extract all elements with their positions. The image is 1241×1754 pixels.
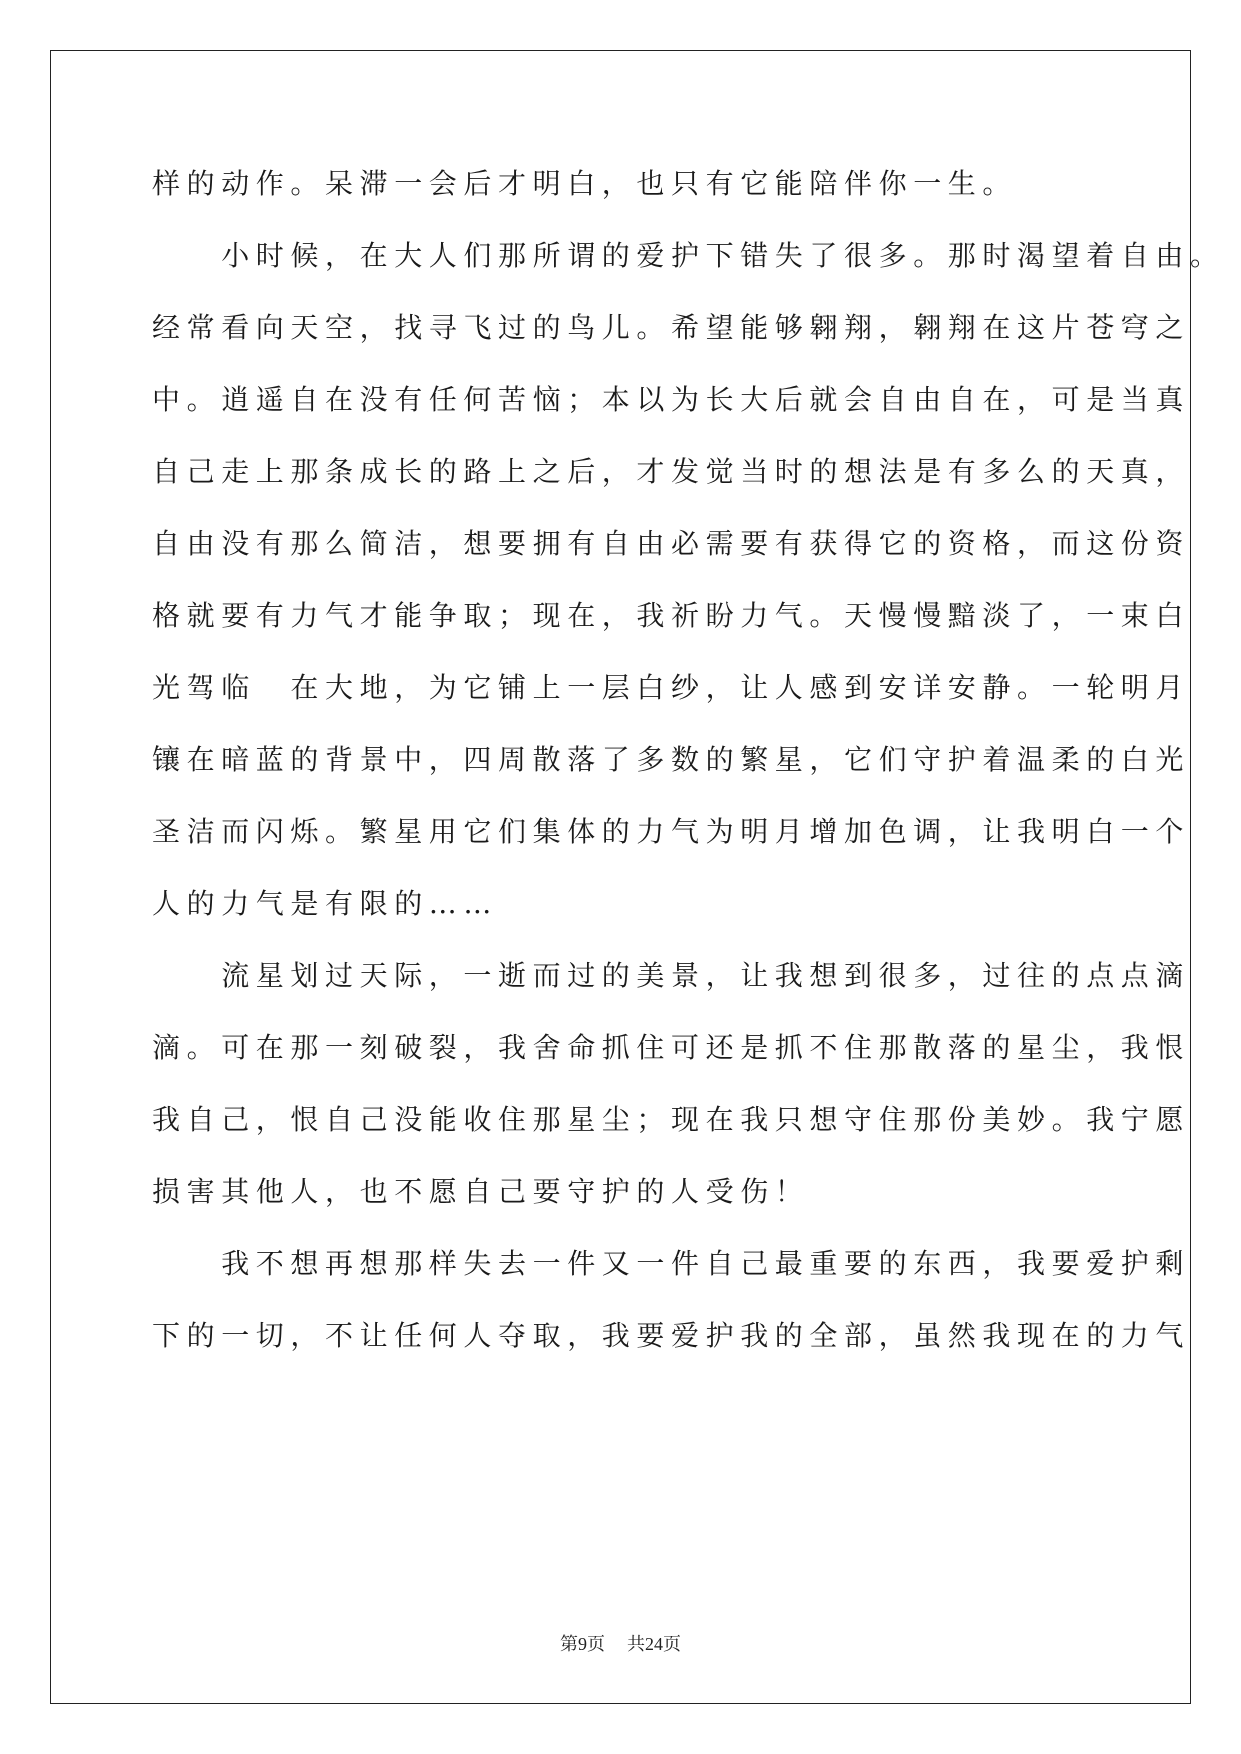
text-line: 中。逍遥自在没有任何苦恼；本以为长大后就会自由自在，可是当真 (152, 383, 1191, 416)
text-line: 光驾临 在大地，为它铺上一层白纱，让人感到安详安静。一轮明月 (152, 671, 1191, 704)
text-line: 自己走上那条成长的路上之后，才发觉当时的想法是有多么的天真， (152, 455, 1191, 488)
text-line: 镶在暗蓝的背景中，四周散落了多数的繁星，它们守护着温柔的白光 (152, 743, 1191, 776)
page-total: 共24页 (627, 1634, 681, 1654)
text-line: 我不想再想那样失去一件又一件自己最重要的东西，我要爱护剩 (152, 1247, 1191, 1280)
text-line: 人的力气是有限的…… (152, 887, 499, 920)
page-footer (0, 1630, 1241, 1656)
text-line: 经常看向天空，找寻飞过的鸟儿。希望能够翱翔，翱翔在这片苍穹之 (152, 311, 1191, 344)
text-line: 自由没有那么简洁，想要拥有自由必需要有获得它的资格，而这份资 (152, 527, 1191, 560)
text-line: 格就要有力气才能争取；现在，我祈盼力气。天慢慢黯淡了，一束白 (152, 599, 1191, 632)
page-border (50, 50, 1191, 1704)
text-line: 圣洁而闪烁。繁星用它们集体的力气为明月增加色调，让我明白一个 (152, 815, 1191, 848)
text-line: 样的动作。呆滞一会后才明白，也只有它能陪伴你一生。 (152, 167, 1018, 200)
text-line: 流星划过天际，一逝而过的美景，让我想到很多，过往的点点滴 (152, 959, 1191, 992)
text-line: 滴。可在那一刻破裂，我舍命抓住可还是抓不住那散落的星尘，我恨 (152, 1031, 1191, 1064)
text-line: 小时候，在大人们那所谓的爱护下错失了很多。那时渴望着自由。 (152, 239, 1225, 272)
text-line: 损害其他人，也不愿自己要守护的人受伤！ (152, 1175, 810, 1208)
page-number: 第9页 (560, 1634, 605, 1654)
text-line: 我自己，恨自己没能收住那星尘；现在我只想守住那份美妙。我宁愿 (152, 1103, 1191, 1136)
text-line: 下的一切，不让任何人夺取，我要爱护我的全部，虽然我现在的力气 (152, 1319, 1191, 1352)
